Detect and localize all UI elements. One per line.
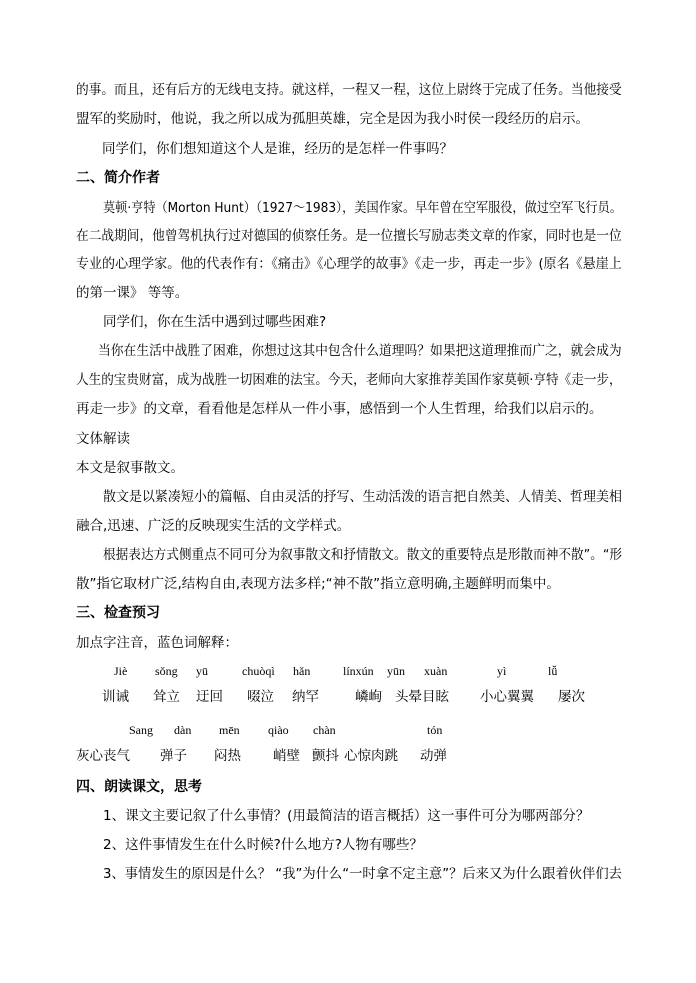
section-heading: 二、简介作者 <box>76 170 160 186</box>
vocab-word: 啜泣 <box>247 689 274 705</box>
para-line: 本文是叙事散文。 <box>76 460 184 476</box>
vocab-word: 峭壁 <box>273 748 300 764</box>
para-line: 再走一步》的文章，看看他是怎样从一件小事，感悟到一个人生哲理，给我们以启示的。 <box>76 401 603 417</box>
para-line: 同学们，你们想知道这个人是谁，经历的是怎样一件事吗？ <box>102 141 453 157</box>
vocab-word: 灰心丧气 <box>76 748 130 764</box>
para-line: 专业的心理学家。他的代表作有：《痛击》《心理学的故事》《走一步，再走一步》(原名《悬崖上 <box>76 256 622 272</box>
vocab-word: 颤抖 <box>312 748 339 764</box>
vocab-word: 小心翼翼 <box>480 689 534 705</box>
pinyin: yū <box>196 664 208 678</box>
vocab-word: 弹子 <box>160 748 187 764</box>
pinyin: chàn <box>313 723 336 737</box>
pinyin: chuòqì <box>242 664 275 678</box>
para-line: 人生的宝贵财富，成为战胜一切困难的法宝。今天，老师向大家推荐美国作家莫顿·亨特《走一步， <box>76 372 622 388</box>
pinyin: yūn <box>387 664 405 678</box>
pinyin: tón <box>427 723 443 737</box>
vocab-word: 迂回 <box>196 689 223 705</box>
para-line: 盟军的奖励时，他说，我之所以成为孤胆英雄，完全是因为我小时侯一段经历的启示。 <box>76 111 589 127</box>
para-line: 文体解读 <box>76 431 130 447</box>
para-line: 加点字注音，蓝色词解释： <box>76 635 238 651</box>
pinyin: hǎn <box>293 664 311 678</box>
para-line: 散文是以紧凑短小的篇幅、自由灵活的抒写、生动活泼的语言把自然美、人情美、哲理美相 <box>103 489 622 505</box>
pinyin: lǚ <box>548 664 558 678</box>
pinyin: xuàn <box>424 664 448 678</box>
pinyin: yì <box>497 664 507 678</box>
vocab-word: 训诫 <box>102 689 129 705</box>
vocab-word: 闷热 <box>214 748 241 764</box>
pinyin: Jiè <box>114 664 128 678</box>
para-line: 同学们，你在生活中遇到过哪些困难? <box>103 314 327 330</box>
question-line: 2、这件事情发生在什么时候?什么地方?人物有哪些？ <box>103 837 423 853</box>
para-line: 当你在生活中战胜了困难，你想过这其中包含什么道理吗？如果把这道理推而广之，就会成为 <box>98 343 622 359</box>
pinyin: qiào <box>268 723 289 737</box>
question-line: 3、事情发生的原因是什么？ “我”为什么“一时拿不定主意”？后来又为什么跟着伙伴们去 <box>103 866 622 882</box>
vocab-word: 心惊肉跳 <box>344 748 398 764</box>
vocab-word: 纳罕 <box>292 689 319 705</box>
pinyin: Sang <box>129 723 153 737</box>
para-line: 的第一课》 等等。 <box>76 285 189 301</box>
vocab-word: 动弹 <box>420 748 447 764</box>
pinyin: línxún <box>343 664 374 678</box>
vocab-word: 耸立 <box>153 689 180 705</box>
vocab-word: 屡次 <box>558 689 585 705</box>
para-line: 融合,迅速、广泛的反映现实生活的文学样式。 <box>76 518 351 534</box>
para-line: 在二战期间，他曾驾机执行过对德国的侦察任务。是一位擅长写励志类文章的作家，同时也是一位 <box>76 228 622 244</box>
para-line: 散”指它取材广泛,结构自由,表现方法多样;“神不散”指立意明确,主题鲜明而集中。 <box>76 576 560 592</box>
para-line: 的事。而且，还有后方的无线电支持。就这样，一程又一程，这位上尉终于完成了任务。当他接受 <box>76 82 622 98</box>
section-heading: 三、检查预习 <box>76 605 160 621</box>
section-heading: 四、朗读课文，思考 <box>76 779 202 795</box>
pinyin: mēn <box>219 723 240 737</box>
para-line: 根据表达方式侧重点不同可分为叙事散文和抒情散文。散文的重要特点是形散而神不散”。“形 <box>103 547 623 563</box>
pinyin: dàn <box>174 723 192 737</box>
question-line: 1、课文主要记叙了什么事情？(用最简洁的语言概括）这一事件可分为哪两部分？ <box>103 808 590 824</box>
vocab-word: 头晕目眩 <box>395 689 449 705</box>
pinyin: sǒng <box>155 664 178 678</box>
para-line: 莫顿·亨特（Morton Hunt）（1927～1983），美国作家。早年曾在空军服役，做过空军飞行员。 <box>103 200 622 216</box>
vocab-word: 嶙峋 <box>355 689 382 705</box>
